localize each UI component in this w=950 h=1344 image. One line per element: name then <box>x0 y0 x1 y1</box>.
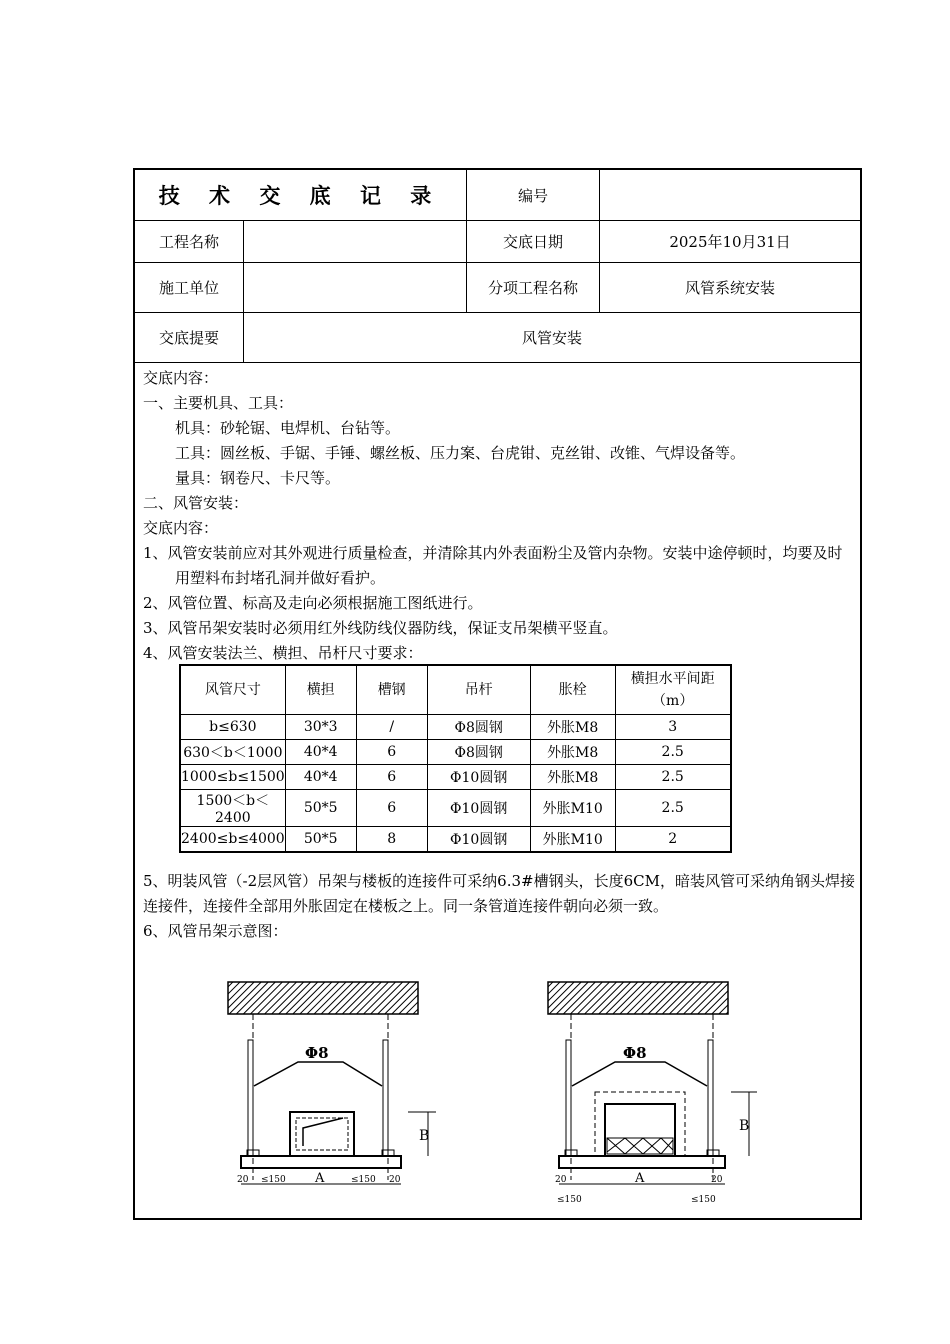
item-1: 1、风管安装前应对其外观进行质量检查，并清除其内外表面粉尘及管内杂物。安装中途停顿时，均要及时用塑料布封堵孔洞并做好看护。 <box>143 544 843 587</box>
gauges-line: 量具：钢卷尺、卡尺等。 <box>175 469 341 487</box>
project-value <box>243 221 466 262</box>
dim-150-right: ≤150 <box>691 1195 716 1205</box>
hanger-diagram-left <box>223 970 430 1220</box>
number-label: 编号 <box>466 170 599 220</box>
item-2: 2、风管位置、标高及走向必须根据施工图纸进行。 <box>143 594 483 612</box>
content-heading-2: 交底内容： <box>143 519 219 537</box>
header-row-project <box>135 221 860 263</box>
table-row <box>180 740 731 765</box>
duct-flange <box>303 1118 343 1146</box>
table-cell: 40*4 <box>285 740 356 765</box>
date-label: 交底日期 <box>466 221 599 262</box>
table-cell: 50*5 <box>285 790 356 827</box>
item-6: 6、风管吊架示意图： <box>143 922 288 940</box>
number-value <box>599 170 860 220</box>
project-label: 工程名称 <box>158 233 219 251</box>
unit-value <box>243 263 466 312</box>
form-title: 技 术 交 底 记 录 <box>158 184 443 208</box>
summary-label: 交底提要 <box>158 329 219 347</box>
header-row-unit <box>135 263 860 313</box>
dim-150-left: ≤150 <box>557 1195 582 1205</box>
rod <box>248 1040 253 1156</box>
height-label: B <box>419 1128 430 1144</box>
item-3: 3、风管吊架安装时必须用红外线防线仪器防线，保证支吊架横平竖直。 <box>143 619 618 637</box>
rod <box>708 1040 713 1156</box>
table-cell: 2.5 <box>615 790 731 827</box>
table-cell: 6 <box>356 765 427 790</box>
machines-line: 机具：砂轮锯、电焊机、台钻等。 <box>175 419 401 437</box>
subproject-value: 风管系统安装 <box>599 263 860 312</box>
table-cell: 2.5 <box>615 740 731 765</box>
content-heading: 交底内容： <box>143 369 219 387</box>
dim-20-left: 20 <box>237 1175 249 1185</box>
unit-label: 施工单位 <box>158 279 219 297</box>
date-value: 2025年10月31日 <box>599 221 860 262</box>
table-cell: 2400≤b≤4000 <box>180 827 285 853</box>
table-cell: Φ8圆钢 <box>427 740 530 765</box>
rod-tie <box>254 1062 382 1086</box>
table-header-row <box>180 665 731 715</box>
table-cell: Φ10圆钢 <box>427 827 530 853</box>
table-cell: Φ10圆钢 <box>427 790 530 827</box>
rod-label: Φ8 <box>623 1044 647 1062</box>
table-cell: 2 <box>615 827 731 853</box>
table-cell: 630＜b＜1000 <box>180 740 285 765</box>
table-cell: / <box>356 715 427 740</box>
item-5: 5、明装风管（-2层风管）吊架与楼板的连接件可采纳6.3#槽钢头，长度6CM，暗装风管可采纳角钢头焊接连接件，连接件全部用外胀固定在楼板之上。同一条管道连接件朝向必须一致。 <box>143 872 855 915</box>
hanger-diagram-right <box>543 970 763 1220</box>
header-row-title <box>135 170 860 221</box>
section-1-heading: 一、主要机具、工具： <box>143 394 294 412</box>
table-row <box>180 827 731 853</box>
record-form <box>133 168 862 1220</box>
dim-20-right: 20 <box>389 1175 401 1185</box>
crossbar <box>241 1156 401 1168</box>
header-cell: 胀栓 <box>530 665 615 715</box>
content-body <box>143 366 855 944</box>
table-cell: 30*3 <box>285 715 356 740</box>
tools-line: 工具：圆丝板、手锯、手锤、螺丝板、压力案、台虎钳、克丝钳、改锥、气焊设备等。 <box>175 444 746 462</box>
width-label: A <box>315 1171 325 1186</box>
table-cell: 2.5 <box>615 765 731 790</box>
dim-150-right: ≤150 <box>351 1175 376 1185</box>
duct <box>290 1112 354 1156</box>
table-row <box>180 765 731 790</box>
table-cell: 1500＜b＜2400 <box>180 790 285 827</box>
table-cell: 50*5 <box>285 827 356 853</box>
spec-table <box>179 664 732 853</box>
height-label: B <box>739 1118 750 1134</box>
insulation-outline <box>595 1092 685 1156</box>
dim-20-left: 20 <box>555 1175 567 1185</box>
header-cell: 槽钢 <box>356 665 427 715</box>
table-cell: 外胀M8 <box>530 740 615 765</box>
table-row <box>180 790 731 827</box>
insulation-block <box>607 1138 673 1154</box>
header-cell: 吊杆 <box>427 665 530 715</box>
section-2-heading: 二、风管安装： <box>143 494 249 512</box>
table-cell: b≤630 <box>180 715 285 740</box>
table-cell: 6 <box>356 740 427 765</box>
table-cell: 外胀M10 <box>530 790 615 827</box>
table-row <box>180 715 731 740</box>
rod <box>566 1040 571 1156</box>
slab <box>548 982 728 1014</box>
table-cell: Φ10圆钢 <box>427 765 530 790</box>
header-row-summary <box>135 313 860 363</box>
item-4: 4、风管安装法兰、横担、吊杆尺寸要求： <box>143 644 423 662</box>
header-cell: 横担水平间距（m） <box>615 665 731 715</box>
table-cell: 外胀M8 <box>530 715 615 740</box>
dim-150-left: ≤150 <box>261 1175 286 1185</box>
rod-tie <box>572 1062 707 1086</box>
table-cell: 3 <box>615 715 731 740</box>
table-cell: 6 <box>356 790 427 827</box>
summary-value: 风管安装 <box>243 313 860 362</box>
table-cell: 40*4 <box>285 765 356 790</box>
table-cell: Φ8圆钢 <box>427 715 530 740</box>
table-cell: 1000≤b≤1500 <box>180 765 285 790</box>
header-cell: 风管尺寸 <box>180 665 285 715</box>
rod <box>383 1040 388 1156</box>
rod-label: Φ8 <box>305 1044 329 1062</box>
subproject-label: 分项工程名称 <box>466 263 599 312</box>
header-cell: 横担 <box>285 665 356 715</box>
dim-20-right: 20 <box>711 1175 723 1185</box>
table-cell: 外胀M8 <box>530 765 615 790</box>
duct <box>605 1104 675 1156</box>
table-cell: 外胀M10 <box>530 827 615 853</box>
crossbar <box>559 1156 725 1168</box>
slab <box>228 982 418 1014</box>
width-label: A <box>635 1171 645 1186</box>
table-cell: 8 <box>356 827 427 853</box>
